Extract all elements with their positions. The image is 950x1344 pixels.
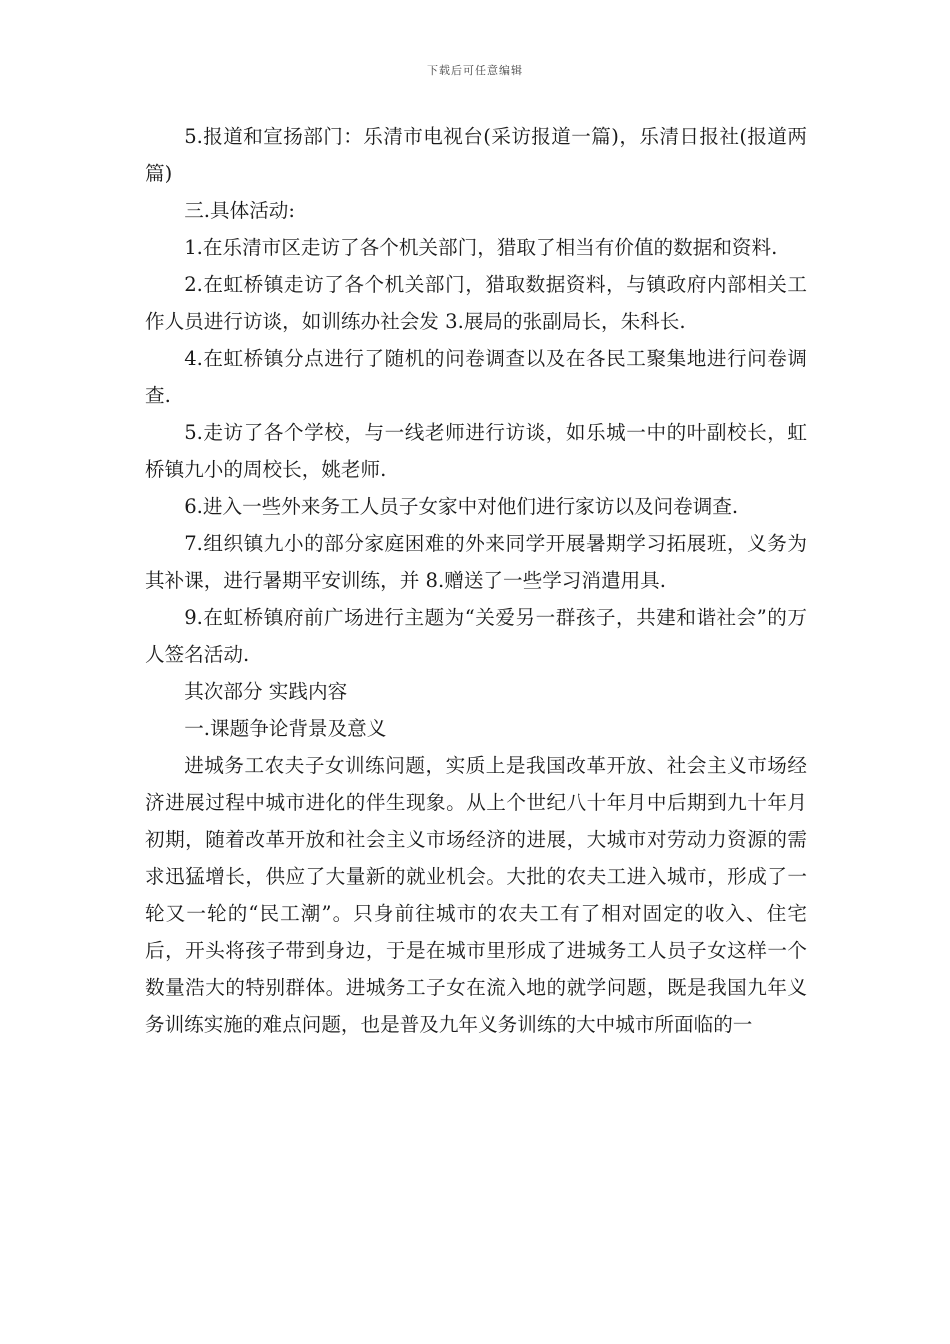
section-heading-background: 一.课题争论背景及意义 <box>184 717 387 740</box>
part-heading-practice-content: 其次部分 实践内容 <box>184 680 348 703</box>
paragraph-reporting-departments: 5.报道和宣扬部门：乐清市电视台(采访报道一篇)，乐清日报社(报道两篇) <box>145 125 807 185</box>
paragraph-background-body: 进城务工农夫子女训练问题，实质上是我国改革开放、社会主义市场经济进展过程中城市进化的伴生现象。从上个世纪八十年月中后期到九十年月初期，随着改革开放和社会主义市场经济的进展，大城市对劳动力资源的需求迅猛增长，供应了大量新的就业机会。大批的农夫工进入城市，形成了一轮又一轮的“民工潮”。只身前往城市的农夫工有了相对固定的收入、住宅后，开头将孩子带到身边，于是在城市里形成了进城务工人员子女这样一个数量浩大的特别群体。进城务工子女在流入地的就学问题，既是我国九年义务训练实施的难点问题，也是普及九年义务训练的大中城市所面临的一 <box>145 754 807 1036</box>
paragraph-activity-4: 4.在虹桥镇分点进行了随机的问卷调查以及在各民工聚集地进行问卷调查. <box>145 347 807 407</box>
paragraph-activity-6: 6.进入一些外来务工人员子女家中对他们进行家访以及问卷调查. <box>184 495 739 518</box>
page-header: 下载后可任意编辑 <box>427 64 523 77</box>
document-body <box>145 118 807 1043</box>
paragraph-activity-9: 9.在虹桥镇府前广场进行主题为“关爱另一群孩子，共建和谐社会”的万人签名活动. <box>145 606 807 666</box>
paragraph-activity-7: 7.组织镇九小的部分家庭困难的外来同学开展暑期学习拓展班，义务为其补课，进行暑期平安训练，并 8.赠送了一些学习消遣用具. <box>145 532 807 592</box>
paragraph-activity-5: 5.走访了各个学校，与一线老师进行访谈，如乐城一中的叶副校长，虹桥镇九小的周校长，姚老师. <box>145 421 807 481</box>
paragraph-activity-1: 1.在乐清市区走访了各个机关部门，猎取了相当有价值的数据和资料. <box>184 236 778 259</box>
section-heading-activities: 三.具体活动: <box>184 199 295 222</box>
paragraph-activity-2: 2.在虹桥镇走访了各个机关部门，猎取数据资料，与镇政府内部相关工作人员进行访谈，如训练办社会发 3.展局的张副局长，朱科长. <box>145 273 807 333</box>
